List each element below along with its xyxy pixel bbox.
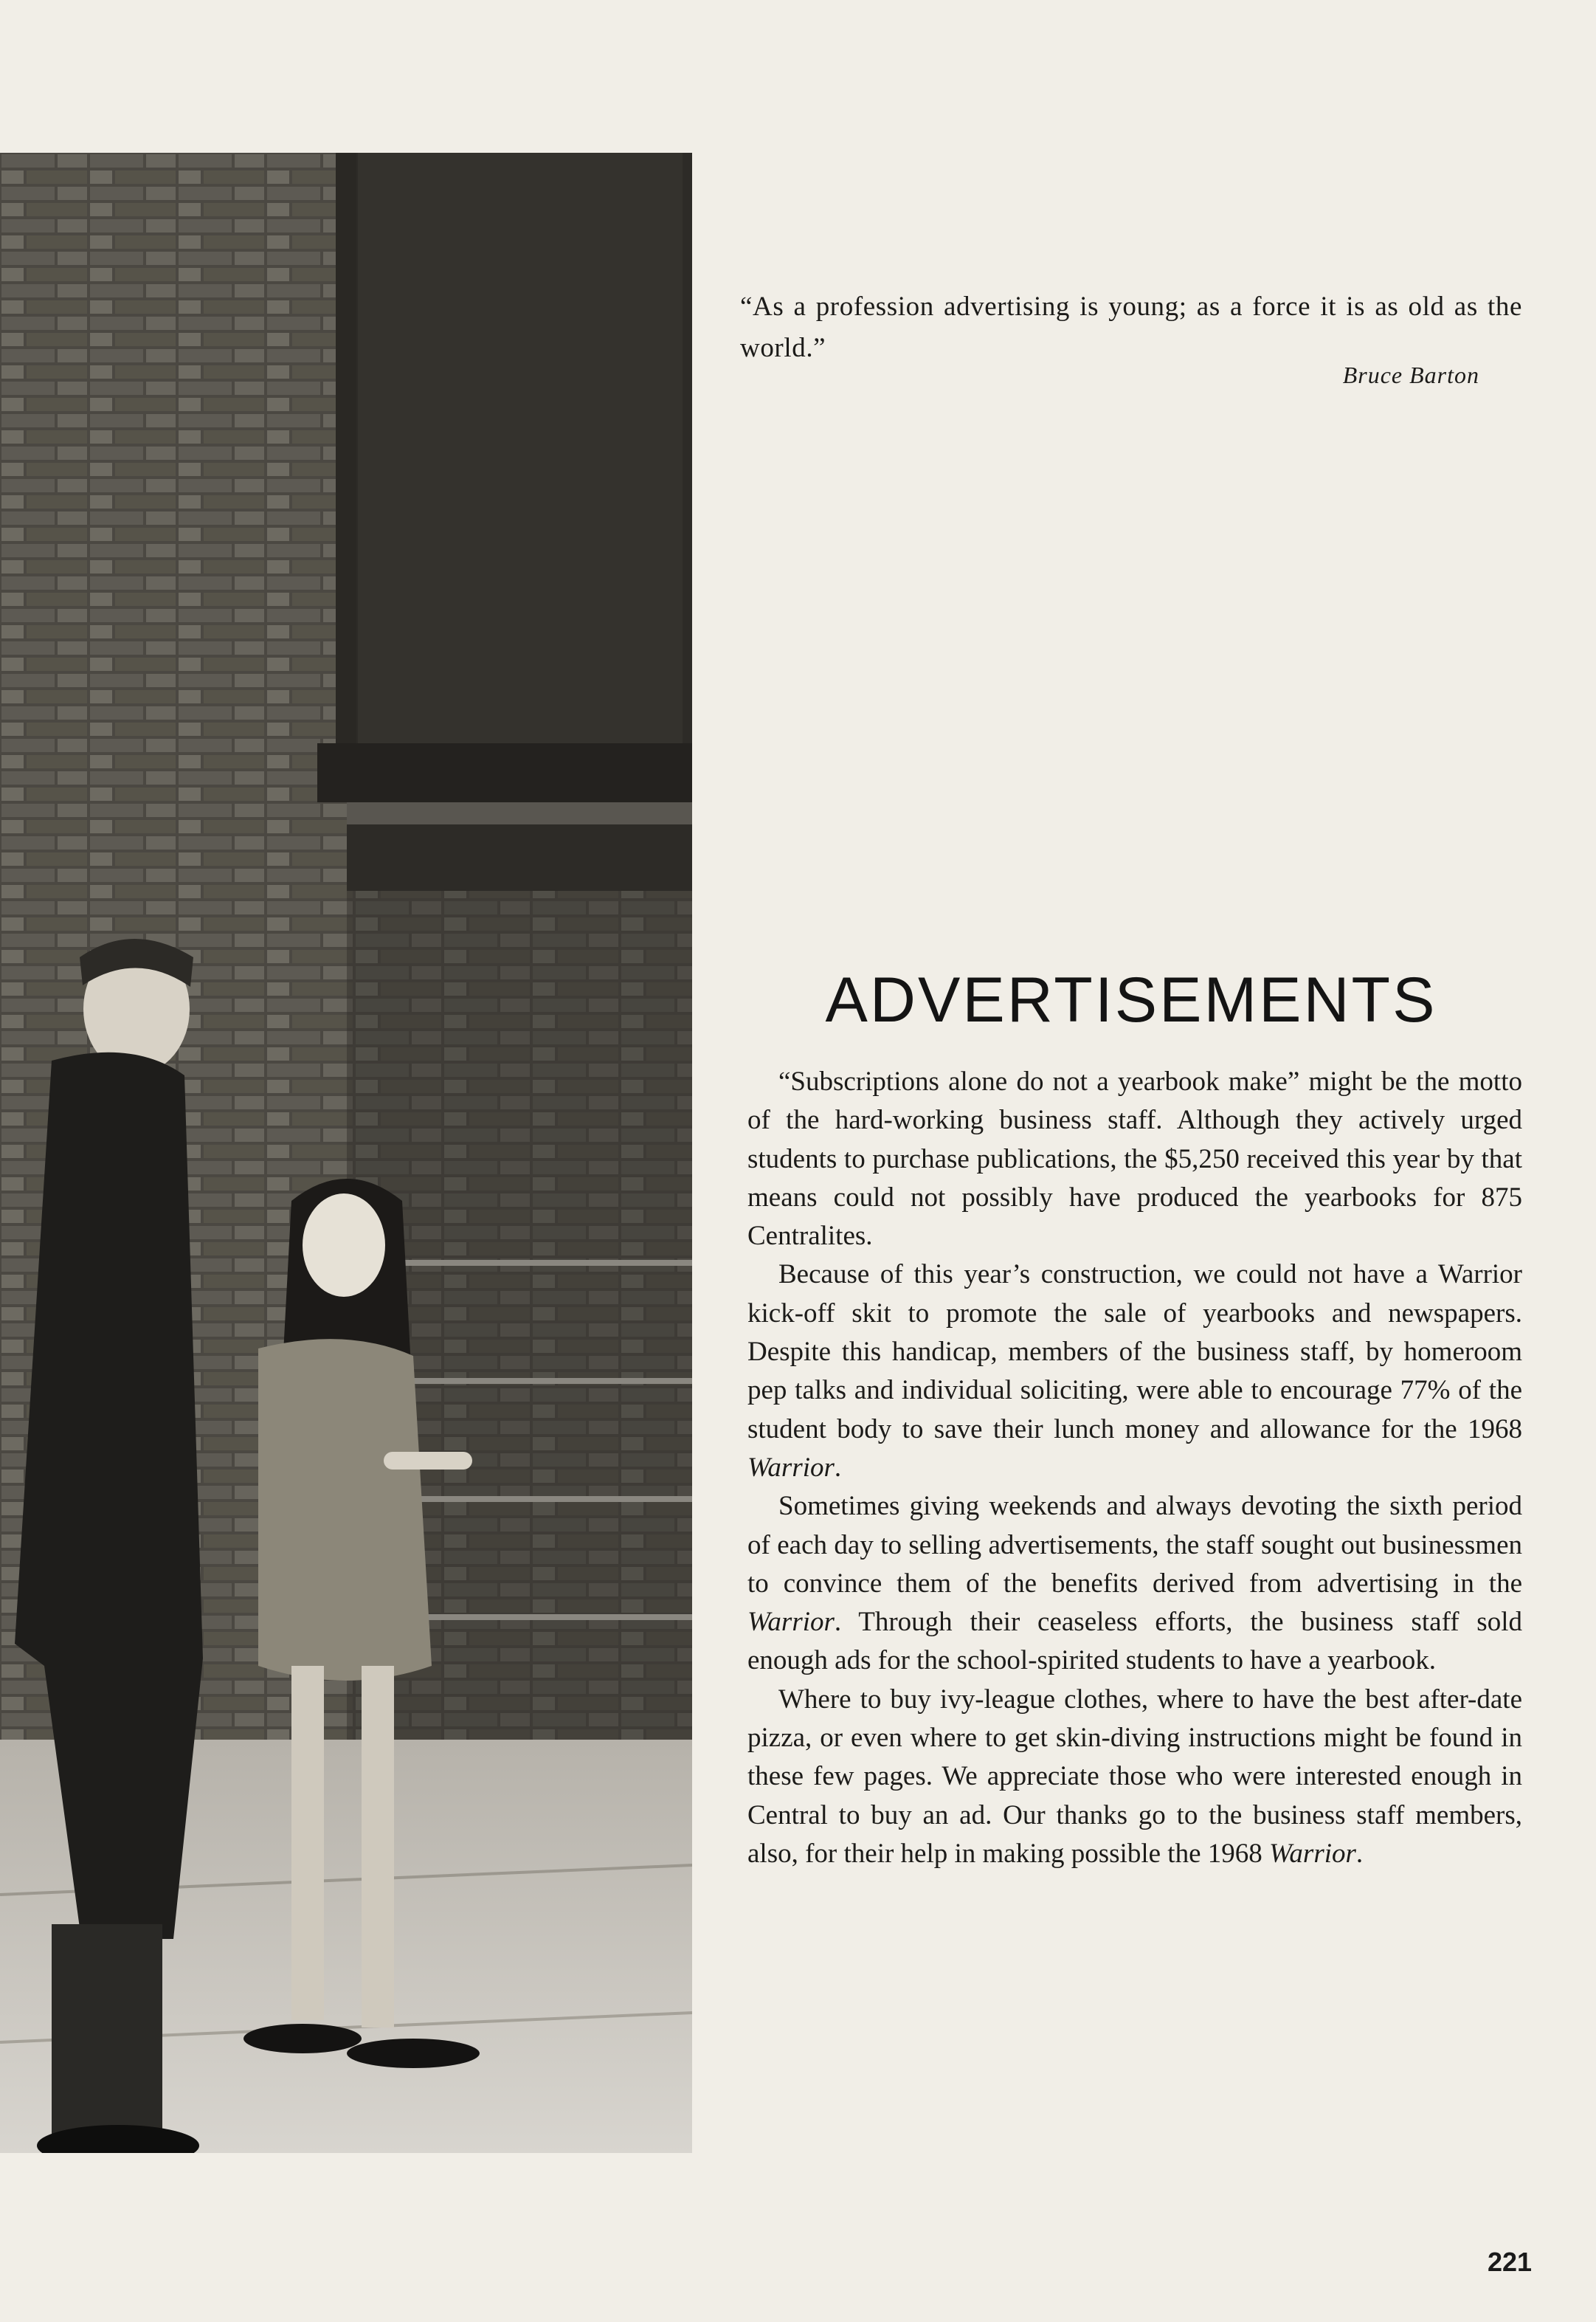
paragraph: Sometimes giving weekends and always devoting the sixth period of each day to selling advertisements, the staff sought out businessmen to convince them of the benefits derived from advertising in the Warrior. Through their ceaseless efforts, the business staff sold enough ads for the school-spirited students to have a yearbook. [747, 1491, 1522, 1676]
quote-text: “As a profession advertising is young; as a force it is as old as the world.” [740, 292, 1522, 363]
building-entrance-photo [0, 153, 692, 2153]
paragraph: Where to buy ivy-league clothes, where to have the best after-date pizza, or even where to get skin-diving instructions might be found in these few pages. We appreciate those who were interested enough in Central to buy an ad. Our thanks go to the business staff members, also, for their help in making possible the 1968 Warrior. [747, 1684, 1522, 1869]
yearbook-title: Warrior [747, 1452, 835, 1483]
quote-attribution: Bruce Barton [1342, 362, 1479, 388]
body-text [747, 1063, 1522, 1873]
section-heading: ADVERTISEMENTS [825, 964, 1437, 1036]
epigraph-quote [740, 286, 1522, 369]
paragraph: “Subscriptions alone do not a yearbook make” might be the motto of the hard-working business staff. Although they actively urged students to purchase publications, the $5,250 received this year by that means could not possibly have produced the yearbooks for 875 Centralites. [747, 1067, 1522, 1252]
yearbook-title: Warrior [1269, 1838, 1356, 1869]
yearbook-title: Warrior [747, 1607, 835, 1638]
page-number: 221 [1488, 2247, 1533, 2277]
paragraph: Because of this year’s construction, we could not have a Warrior kick-off skit to promote the sale of yearbooks and newspapers. Despite this handicap, members of the business staff, by homeroom pep talks and individual soliciting, were able to encourage 77% of the student body to save their lunch money and allowance for the 1968 Warrior. [747, 1259, 1522, 1483]
